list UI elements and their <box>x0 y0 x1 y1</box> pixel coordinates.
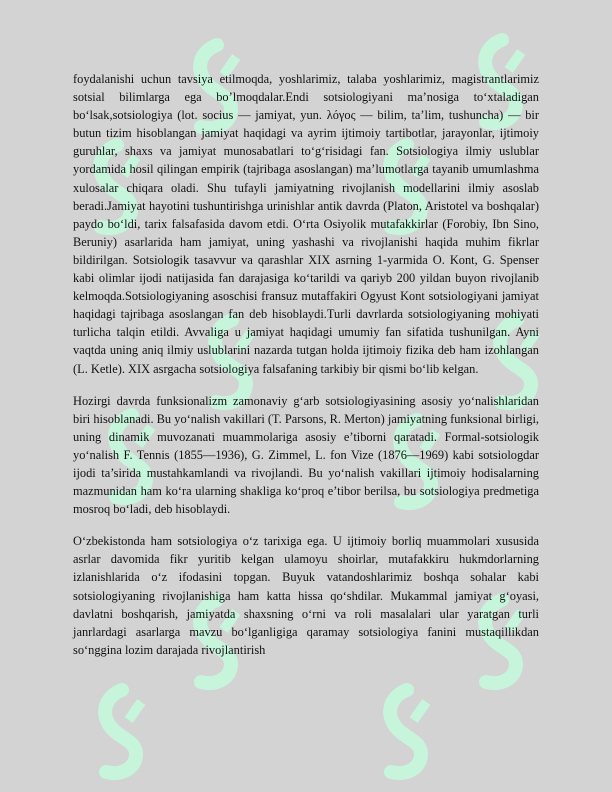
stylized-s-logo-icon <box>390 690 430 773</box>
stylized-s-logo-icon <box>105 690 145 773</box>
paragraph-functionalism: Hozirgi davrda funksionalizm zamonaviy g‘arb sotsiologiyasining asosiy yo‘nalishlaridan biri hisoblanadi. Bu yo‘nalish vakillari (T. Parsons, R. Merton) jamiyatning funksional birligi, uning dinamik muvozanati muammolariga asosiy e’tiborni qaratadi. Formal-sotsiologik yo‘nalish F. Tennis (1855—1936), G. Zimmel, L. fon Vize (1876—1969) kabi sotsiologdar ijodi ta’sirida mustahkamlandi va rivojlandi. Bu yo‘nalish vakillari ijtimoiy hodisalarning mazmunidan ham ko‘ra ularning shakliga ko‘proq e’tibor berilsa, bu sotsiologiya predmetiga mosroq bo‘ladi, deb hisoblaydi. <box>73 393 539 517</box>
paragraph-uzbekistan-sociology: O‘zbekistonda ham sotsiologiya o‘z tarixiga ega. U ijtimoiy borliq muammolari xususida asrlar davomida fikr yuritib kelgan ulamoyu shoirlar, mutafakkiru hukmdorlarning izlanishlarida o‘z ifodasini topgan. Buyuk vatandoshlarimiz boshqa sohalar kabi sotsiologiyaning rivojlanishiga ham katta hissa qo‘shdilar. Mukammal jamiyat g‘oyasi, davlatni boshqarish, jamiyatda shaxsning o‘rni va roli masalalari ular yaratgan turli janrlardagi asarlarga mavzu bo‘lganligiga qaramay sotsiologiya fanini mustaqillikdan so‘nggina lozim darajada rivojlantirish <box>73 534 539 657</box>
paragraph-sociology-definition: foydalanishi uchun tavsiya etilmoqda, yoshlarimiz, talaba yoshlarimiz, magistrantlarimiz sotsial bilimlarga ega bo’lmoqdalar.Endi sotsiologiyani ma’nosiga to‘xtaladigan bo‘lsak,sotsiologiya (lot. socius — jamiyat, yun. λόγος — bilim, ta’lim, tushuncha) — bir butun tizim hisoblangan jamiyat haqidagi va ayrim ijtimoiy tartibotlar, jarayonlar, ijtimoiy guruhlar, shaxs va jamiyat munosabatlari to‘g‘risidagi fan. Sotsiologiya ilmiy uslublar yordamida hosil qilingan empirik (tajribaga asoslangan) ma’lumotlarga tayanib umumlashma xulosalar chiqara oladi. Shu tufayli jamiyatning rivojlanish modellarini ilmiy asoslab beradi.Jamiyat hayotini tushuntirishga urinishlar antik davrda (Platon, Aristotel va boshqalar) paydo bo‘ldi, tarix falsafasida davom etdi. O‘rta Osiyolik mutafakkirlar (Forobiy, Ibn Sino, Beruniy) asarlarida ham jamiyat, uning yashashi va rivojlanishi haqida muhim fikrlar bildirilgan. Sotsiologik tasavvur va qarashlar XIX asrning 1-yarmida O. Kont, G. Spenser kabi olimlar ijodi natijasida fan darajasiga ko‘tarildi va qariyb 200 yildan buyon rivojlanib kelmoqda.Sotsiologiyaning asoschisi fransuz mutaffakiri Ogyust Kont sotsiologiyani jamiyat haqidagi tajribaga asoslangan fan deb hisoblaydi.Turli davrlarda sotsiologiyaning mohiyati turlicha talqin etildi. Avvaliga u jamiyat haqidagi umumiy fan sifatida tushunilgan. Ayni vaqtda uning aniq ilmiy uslublarini nazarda tutgan holda ijtimoiy fizika deb ham izohlangan (L. Ketle). XIX asrgacha sotsiologiya falsafaning tarkibiy bir qismi bo‘lib kelgan. <box>73 72 539 376</box>
document-body <box>73 70 539 673</box>
